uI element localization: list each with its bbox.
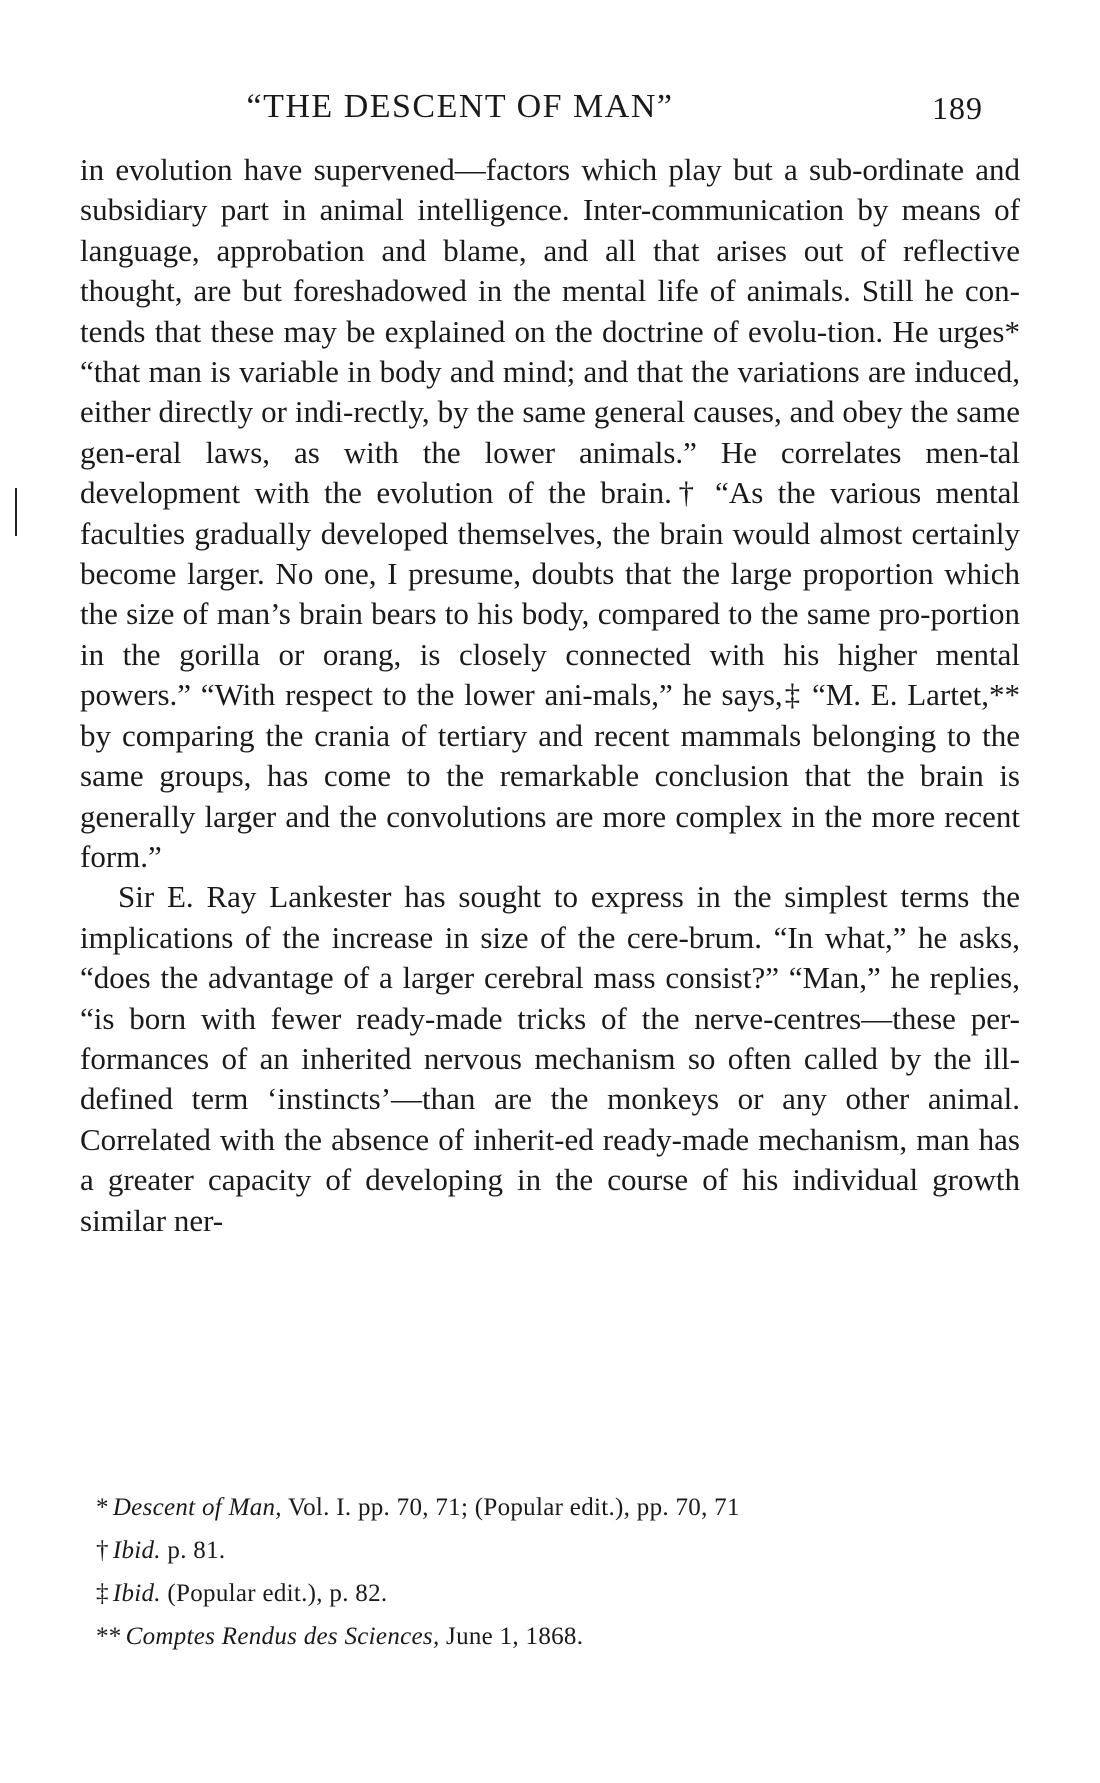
footnote-text: Vol. I. pp. 70, 71; (Popular edit.), pp. 70, 71 — [281, 1494, 740, 1521]
footnotes — [96, 1486, 1016, 1658]
page-number: 189 — [932, 90, 983, 126]
paragraph: Sir E. Ray Lankester has sought to express in the simplest terms the implications of the increase in size of the cere-brum. “In what,” he asks, “does the advantage of a larger cerebral mass consist?” “Man,” he replies, “is born with fewer ready-made tricks of the nerve-centres—these per-formances of an inherited nervous mechanism so often called by the ill-defined term ‘instincts’—than are the monkeys or any other animal. Correlated with the absence of inherit-ed ready-made mechanism, man has a greater capacity of developing in the course of his individual growth similar ner- — [80, 879, 1020, 1238]
margin-mark — [15, 488, 17, 536]
footnote — [96, 1529, 1016, 1572]
paragraph: in evolution have supervened—factors which play but a sub-ordinate and subsidiary part in animal intelligence. Inter-communication by means of language, approbation and blame, and all that arises out of reflective thought, are but foreshadowed in the mental life of animals. Still he con-tends that these may be explained on the doctrine of evolu-tion. He urges* “that man is variable in body and mind; and that the variations are induced, either directly or indi-rectly, by the same general causes, and obey the same gen-eral laws, as with the lower animals.” He correlates men-tal development with the evolution of the brain.† “As the various mental faculties gradually developed themselves, the brain would almost certainly become larger. No one, I presume, doubts that the large proportion which the size of man’s brain bears to his body, compared to the same pro-portion in the gorilla or orang, is closely connected with his higher mental powers.” “With respect to the lower ani-mals,” he says,‡ “M. E. Lartet,** by comparing the crania of tertiary and recent mammals belonging to the same groups, has come to the remarkable conclusion that the brain is generally larger and the convolutions are more complex in the more recent form.” — [80, 152, 1020, 874]
footnote-mark: * — [96, 1494, 109, 1521]
footnote-mark: ** — [96, 1623, 122, 1650]
footnote-text: June 1, 1868. — [439, 1623, 584, 1650]
running-head-title: “THE DESCENT OF MAN” — [246, 88, 674, 125]
footnote-mark: ‡ — [96, 1580, 109, 1607]
footnote-title: Ibid. — [112, 1580, 161, 1607]
footnote-text: (Popular edit.), p. 82. — [160, 1580, 388, 1607]
footnote-title: Descent of Man, — [112, 1494, 282, 1521]
running-head — [0, 84, 1100, 128]
footnote-title: Comptes Rendus des Sciences, — [125, 1623, 440, 1650]
body-text — [80, 150, 1020, 1241]
footnote — [96, 1486, 1016, 1529]
footnote — [96, 1572, 1016, 1615]
footnote-text: p. 81. — [160, 1537, 226, 1564]
footnote — [96, 1615, 1016, 1658]
footnote-mark: † — [96, 1537, 109, 1564]
footnote-title: Ibid. — [112, 1537, 161, 1564]
